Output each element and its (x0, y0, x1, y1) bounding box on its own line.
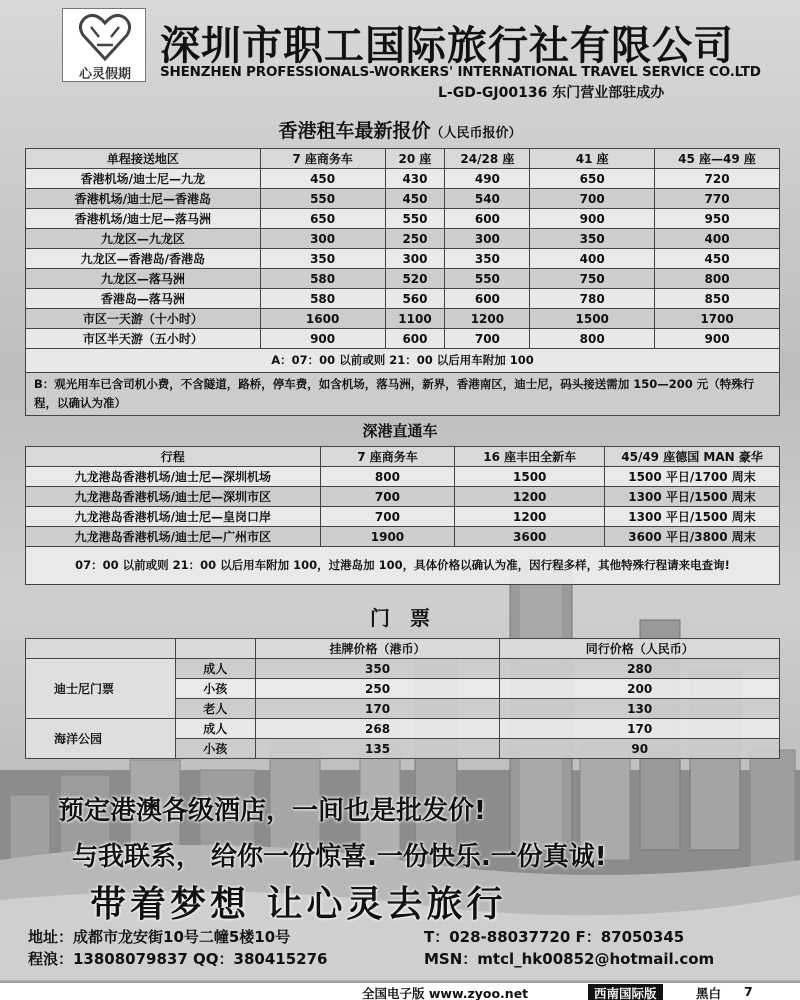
rental-route-cell: 香港机场/迪士尼—落马洲 (26, 209, 261, 229)
through-bus-row (26, 527, 780, 547)
rental-price-cell: 300 (445, 229, 530, 249)
ticket-type-cell: 老人 (175, 699, 255, 719)
rental-price-cell: 490 (445, 169, 530, 189)
through-bus-price-cell: 1200 (455, 487, 605, 507)
phone-fax-text: T：028-88037720 F：87050345 (424, 928, 685, 946)
through-bus-price-cell: 800 (320, 467, 455, 487)
through-bus-table (25, 446, 780, 585)
rental-row (26, 289, 780, 309)
rental-price-cell: 430 (385, 169, 445, 189)
ticket-type-cell: 小孩 (175, 679, 255, 699)
tickets-header-cell: 同行价格（人民币） (500, 639, 780, 659)
rental-price-cell: 580 (260, 269, 385, 289)
rental-row (26, 189, 780, 209)
ticket-price-cell: 135 (255, 739, 500, 759)
ticket-price-cell: 250 (255, 679, 500, 699)
through-bus-route-cell: 九龙港岛香港机场/迪士尼—广州市区 (26, 527, 321, 547)
rental-price-cell: 400 (655, 229, 780, 249)
rental-price-cell: 720 (655, 169, 780, 189)
rental-price-cell: 550 (385, 209, 445, 229)
rental-row (26, 269, 780, 289)
through-bus-price-cell: 1300 平日/1500 周末 (605, 487, 780, 507)
footer-edition: 全国电子版 www.zyoo.net (362, 986, 529, 1000)
through-bus-price-cell: 3600 (455, 527, 605, 547)
license-number: L-GD-GJ00136 东门营业部驻成办 (438, 85, 665, 101)
rental-table-header (26, 149, 780, 169)
rental-price-cell: 800 (655, 269, 780, 289)
rental-price-cell: 750 (530, 269, 655, 289)
rental-price-cell: 1500 (530, 309, 655, 329)
rental-route-cell: 香港机场/迪士尼—九龙 (26, 169, 261, 189)
rental-price-cell: 540 (445, 189, 530, 209)
rental-price-cell: 1600 (260, 309, 385, 329)
footer-bar (0, 982, 800, 1000)
tickets-table (25, 638, 780, 759)
rental-price-cell: 950 (655, 209, 780, 229)
rental-price-cell: 1200 (445, 309, 530, 329)
rental-price-cell: 250 (385, 229, 445, 249)
rental-title-text: 香港租车最新报价 (278, 120, 431, 142)
tickets-title: 门 票 (370, 606, 430, 630)
through-bus-price-cell: 1500 平日/1700 周末 (605, 467, 780, 487)
rental-row (26, 229, 780, 249)
rental-header-cell: 20 座 (385, 149, 445, 169)
rental-price-cell: 300 (385, 249, 445, 269)
through-bus-price-cell: 1500 (455, 467, 605, 487)
rental-route-cell: 香港岛—落马洲 (26, 289, 261, 309)
msn-text: MSN：mtcl_hk00852@hotmail.com (424, 950, 715, 968)
through-bus-row (26, 507, 780, 527)
through-bus-note: 07：00 以前或则 21：00 以后用车附加 100，过港岛加 100，具体价格以确认为准，因行程多样，其他特殊行程请来电查询! (26, 547, 780, 585)
rental-row (26, 309, 780, 329)
ticket-type-cell: 成人 (175, 659, 255, 679)
rental-price-cell: 800 (530, 329, 655, 349)
rental-row (26, 169, 780, 189)
tickets-header-cell (26, 639, 176, 659)
rental-note-b: B：观光用车已含司机小费，不含隧道，路桥，停车费，如含机场，落马洲，新界，香港南区，迪士尼，码头接送需加 150—200 元（特殊行程，以确认为准） (26, 373, 780, 416)
rental-price-cell: 770 (655, 189, 780, 209)
rental-header-cell: 单程接送地区 (26, 149, 261, 169)
rental-price-cell: 450 (260, 169, 385, 189)
heart-logo-icon (77, 11, 133, 63)
address-text: 地址：成都市龙安街10号二幢5楼10号 (28, 928, 291, 946)
ticket-venue-cell: 海洋公园 (26, 719, 176, 759)
footer-section: 西南国际版 (588, 984, 663, 1000)
through-bus-row (26, 487, 780, 507)
rental-price-cell: 520 (385, 269, 445, 289)
rental-price-cell: 450 (385, 189, 445, 209)
rental-row (26, 209, 780, 229)
company-name: 深圳市职工国际旅行社有限公司 (160, 23, 734, 69)
rental-route-cell: 香港机场/迪士尼—香港岛 (26, 189, 261, 209)
ticket-price-cell: 350 (255, 659, 500, 679)
hotel-slogan: 预定港澳各级酒店，一间也是批发价! (58, 796, 486, 826)
through-bus-price-cell: 1900 (320, 527, 455, 547)
rental-price-cell: 1700 (655, 309, 780, 329)
through-bus-route-cell: 九龙港岛香港机场/迪士尼—深圳市区 (26, 487, 321, 507)
rental-price-cell: 350 (530, 229, 655, 249)
rental-price-cell: 1100 (385, 309, 445, 329)
rental-price-cell: 550 (445, 269, 530, 289)
ticket-price-cell: 200 (500, 679, 780, 699)
through-bus-header-cell: 16 座丰田全新车 (455, 447, 605, 467)
rental-header-cell: 41 座 (530, 149, 655, 169)
travel-slogan: 带着梦想 让心灵去旅行 (90, 884, 507, 925)
rental-note-a: A：07：00 以前或则 21：00 以后用车附加 100 (26, 349, 780, 373)
rental-price-cell: 400 (530, 249, 655, 269)
logo-text: 心灵假期 (78, 67, 131, 82)
footer-color: 黑白 (696, 986, 722, 1000)
ticket-price-cell: 280 (500, 659, 780, 679)
through-bus-header-cell: 45/49 座德国 MAN 豪华 (605, 447, 780, 467)
rental-price-cell: 600 (445, 289, 530, 309)
rental-price-cell: 350 (260, 249, 385, 269)
rental-route-cell: 市区半天游（五小时） (26, 329, 261, 349)
rental-price-cell: 900 (655, 329, 780, 349)
rental-price-cell: 650 (260, 209, 385, 229)
ticket-row (26, 719, 780, 739)
rental-price-cell: 650 (530, 169, 655, 189)
through-bus-title: 深港直通车 (362, 422, 438, 440)
rental-header-cell: 7 座商务车 (260, 149, 385, 169)
through-bus-price-cell: 700 (320, 507, 455, 527)
ticket-price-cell: 268 (255, 719, 500, 739)
ticket-price-cell: 170 (500, 719, 780, 739)
rental-price-cell: 580 (260, 289, 385, 309)
rental-price-cell: 850 (655, 289, 780, 309)
ticket-price-cell: 170 (255, 699, 500, 719)
rental-price-cell: 600 (445, 209, 530, 229)
through-bus-header (26, 447, 780, 467)
rental-price-cell: 900 (260, 329, 385, 349)
rental-price-cell: 700 (530, 189, 655, 209)
tickets-header-cell (175, 639, 255, 659)
ticket-price-cell: 130 (500, 699, 780, 719)
contact-person-text: 程浪：13808079837 QQ：380415276 (28, 950, 328, 968)
rental-price-cell: 780 (530, 289, 655, 309)
through-bus-price-cell: 3600 平日/3800 周末 (605, 527, 780, 547)
tickets-header-cell: 挂牌价格（港币） (255, 639, 500, 659)
rental-price-cell: 300 (260, 229, 385, 249)
rental-title (0, 116, 800, 143)
rental-route-cell: 九龙区—落马洲 (26, 269, 261, 289)
through-bus-row (26, 467, 780, 487)
rental-route-cell: 九龙区—九龙区 (26, 229, 261, 249)
rental-price-table (25, 148, 780, 416)
through-bus-header-cell: 7 座商务车 (320, 447, 455, 467)
rental-price-cell: 550 (260, 189, 385, 209)
rental-price-cell: 900 (530, 209, 655, 229)
company-logo (62, 8, 146, 82)
rental-route-cell: 九龙区—香港岛/香港岛 (26, 249, 261, 269)
through-bus-price-cell: 700 (320, 487, 455, 507)
contact-slogan: 与我联系， 给你一份惊喜.一份快乐.一份真诚! (72, 842, 607, 872)
footer-page-number: 7 (744, 984, 753, 999)
rental-price-cell: 600 (385, 329, 445, 349)
rental-subtitle: （人民币报价） (430, 126, 522, 141)
through-bus-price-cell: 1200 (455, 507, 605, 527)
ticket-venue-cell: 迪士尼门票 (26, 659, 176, 719)
ticket-type-cell: 成人 (175, 719, 255, 739)
ticket-price-cell: 90 (500, 739, 780, 759)
rental-price-cell: 560 (385, 289, 445, 309)
rental-row (26, 249, 780, 269)
rental-price-cell: 350 (445, 249, 530, 269)
rental-route-cell: 市区一天游（十小时） (26, 309, 261, 329)
rental-header-cell: 45 座—49 座 (655, 149, 780, 169)
through-bus-price-cell: 1300 平日/1500 周末 (605, 507, 780, 527)
through-bus-header-cell: 行程 (26, 447, 321, 467)
ticket-type-cell: 小孩 (175, 739, 255, 759)
company-english-name: SHENZHEN PROFESSIONALS-WORKERS' INTERNATIONAL TRAVEL SERVICE CO.LTD (160, 64, 761, 80)
rental-price-cell: 450 (655, 249, 780, 269)
through-bus-route-cell: 九龙港岛香港机场/迪士尼—深圳机场 (26, 467, 321, 487)
rental-row (26, 329, 780, 349)
tickets-header (26, 639, 780, 659)
rental-header-cell: 24/28 座 (445, 149, 530, 169)
through-bus-route-cell: 九龙港岛香港机场/迪士尼—皇岗口岸 (26, 507, 321, 527)
ticket-row (26, 659, 780, 679)
rental-price-cell: 700 (445, 329, 530, 349)
